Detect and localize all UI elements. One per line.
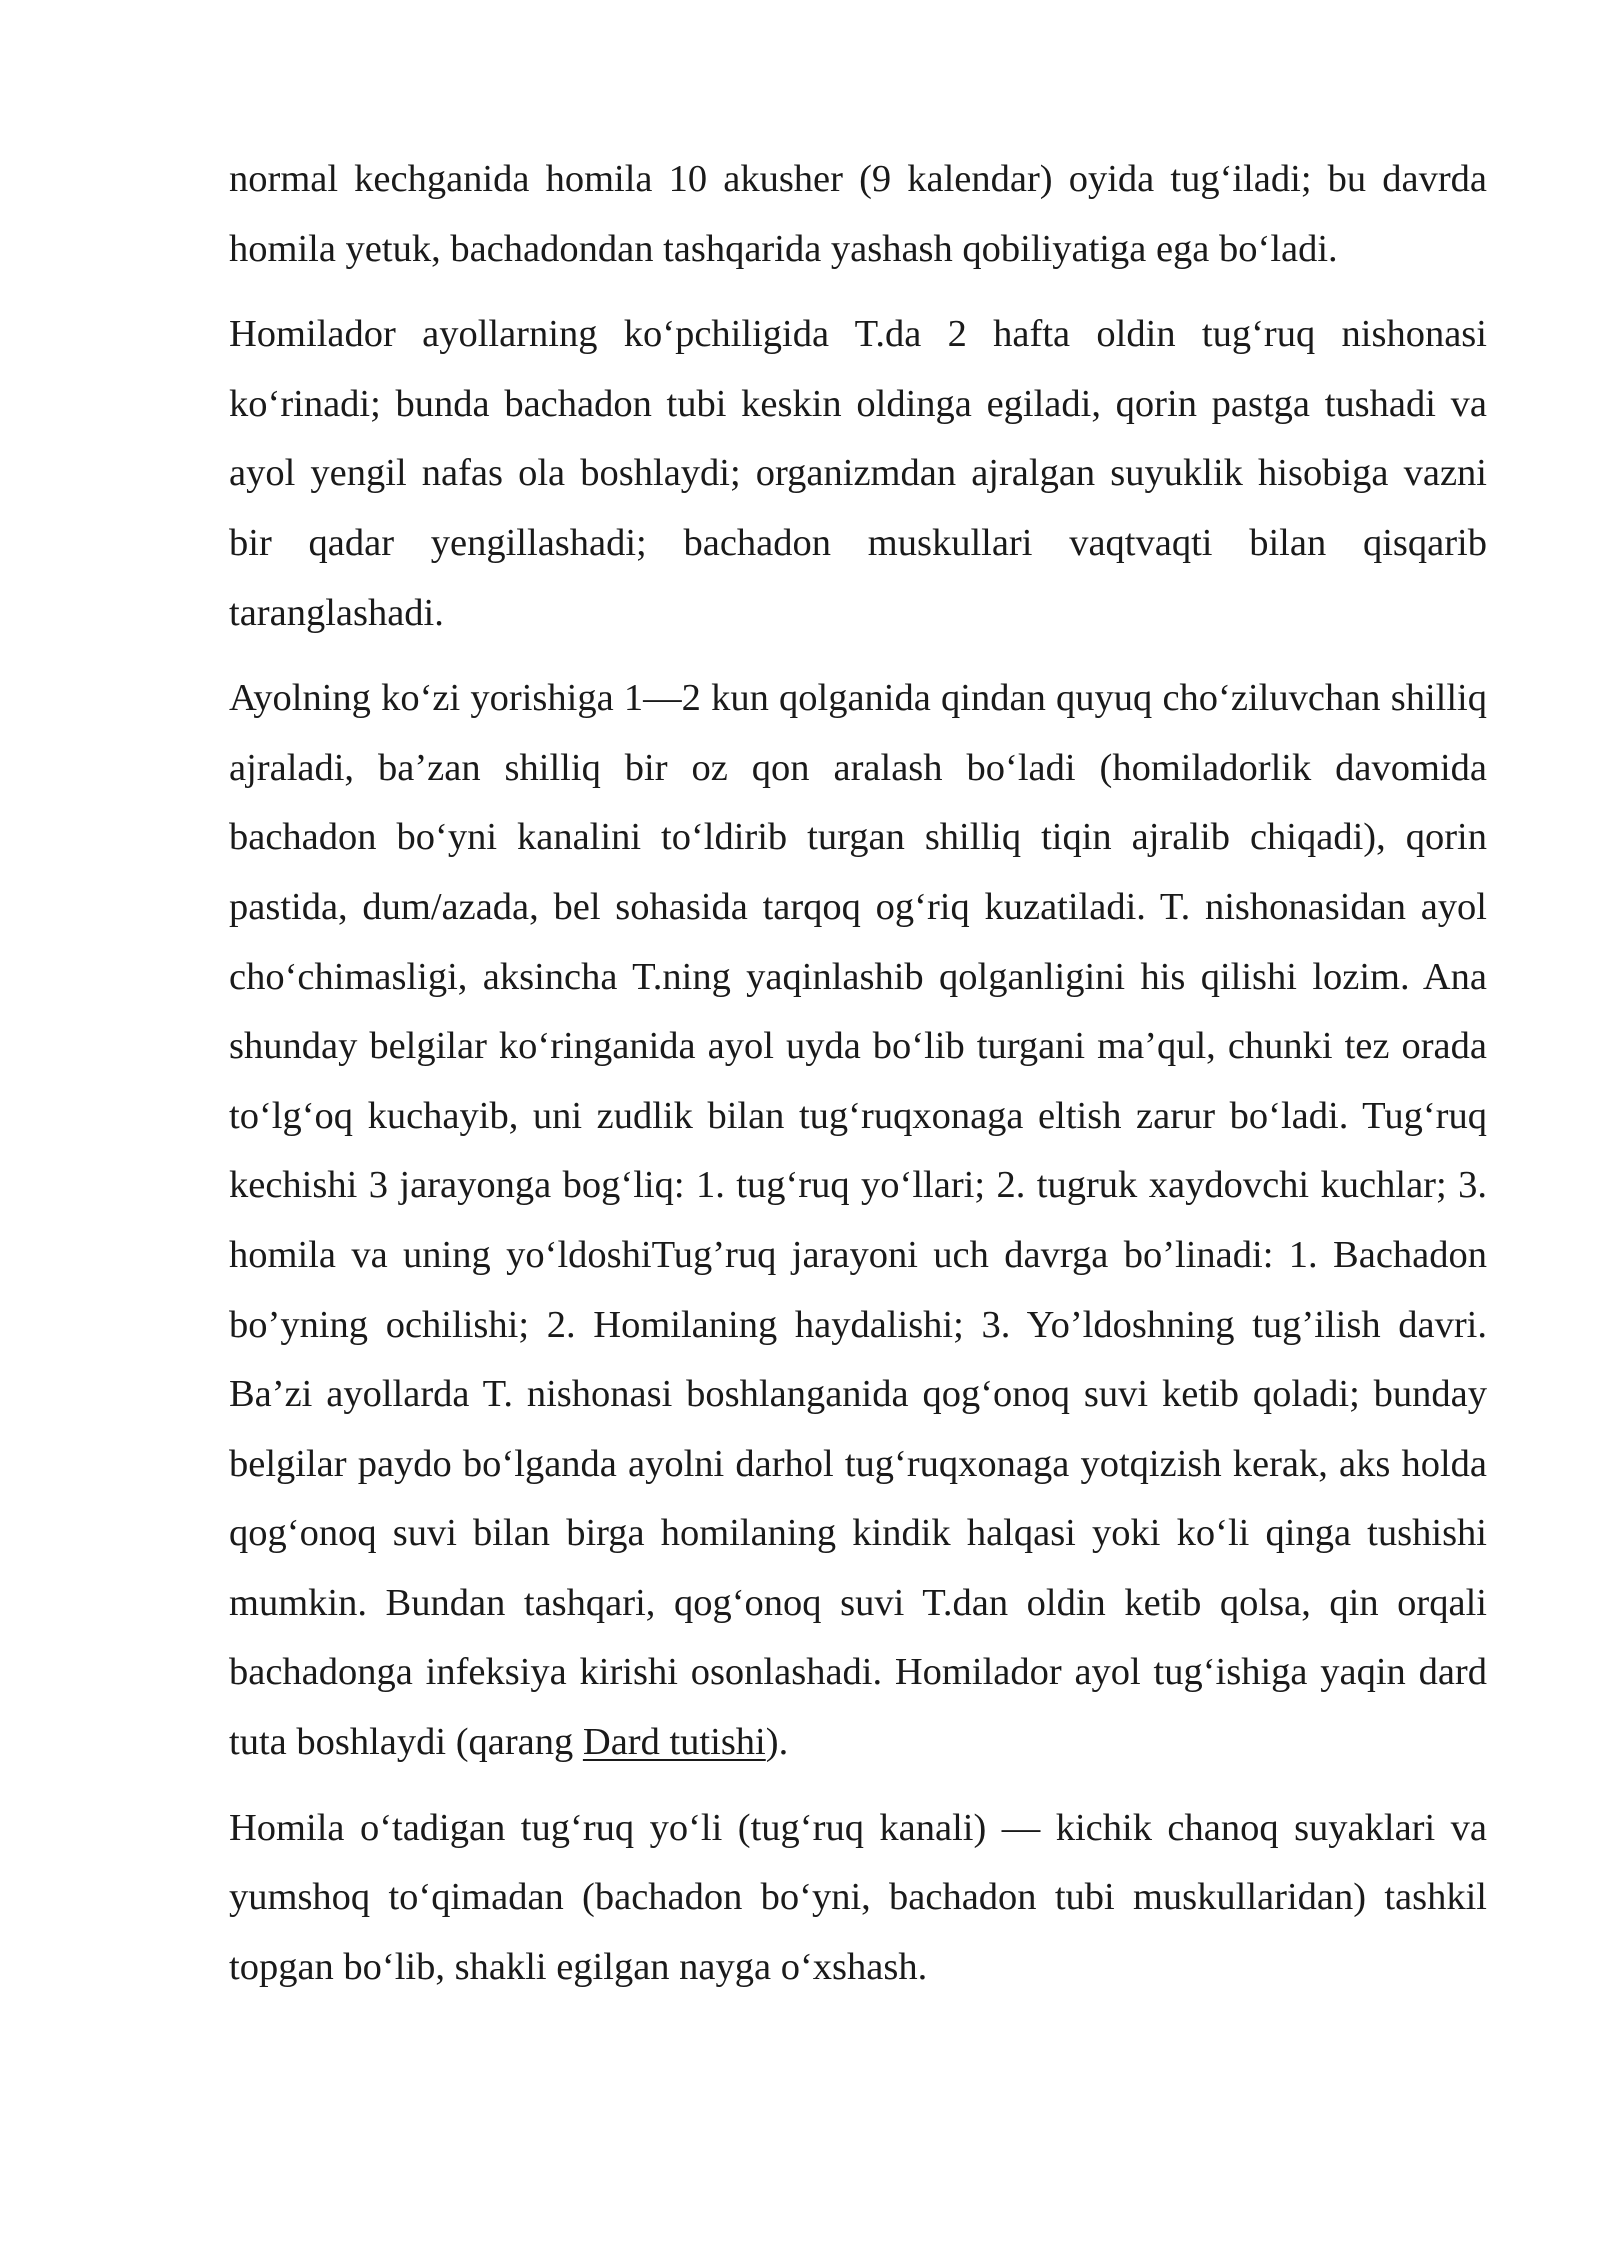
paragraph-3-text-end: ).	[765, 1721, 789, 1764]
document-body	[229, 145, 1487, 2018]
paragraph-1: normal kechganida homila 10 akusher (9 kalendar) oyida tug‘iladi; bu davrda homila yetuk, bachadondan tashqarida yashash qobiliyatiga ega bo‘ladi.	[229, 158, 1487, 270]
paragraph-3	[229, 664, 1487, 1778]
paragraph-3-text: Ayolning ko‘zi yorishiga 1—2 kun qolganida qindan quyuq cho‘ziluvchan shilliq ajraladi, ba’zan shilliq bir oz qon aralash bo‘ladi (homiladorlik davomida bachadon bo‘yni kanalini to‘ldirib turgan shilliq tiqin ajralib chiqadi), qorin pastida, dum/azada, bel sohasida tarqoq og‘riq kuzatiladi. T. nishonasidan ayol cho‘chimasligi, aksincha T.ning yaqinlashib qolganligini his qilishi lozim. Ana shunday belgilar ko‘ringanida ayol uyda bo‘lib turgani ma’qul, chunki tez orada to‘lg‘oq kuchayib, uni zudlik bilan tug‘ruqxonaga eltish zarur bo‘ladi. Tug‘ruq kechishi 3 jarayonga bog‘liq: 1. tug‘ruq yo‘llari; 2. tugruk xaydovchi kuchlar; 3. homila va uning yo‘ldoshiTug’ruq jarayoni uch davrga bo’linadi: 1. Bachadon bo’yning ochilishi; 2. Homilaning haydalishi; 3. Yo’ldoshning tug’ilish davri. Ba’zi ayollarda T. nishonasi boshlanganida qog‘onoq suvi ketib qoladi; bunday belgilar paydo bo‘lganda ayolni darhol tug‘ruqxonaga yotqizish kerak, aks holda qog‘onoq suvi bilan birga homilaning kindik halqasi yoki ko‘li qinga tushishi mumkin. Bundan tashqari, qog‘onoq suvi T.dan oldin ketib qolsa, qin orqali bachadonga infeksiya kirishi osonlashadi. Homilador ayol tug‘ishiga yaqin dard tuta boshlaydi (qarang	[229, 677, 1487, 1764]
paragraph-4: Homila o‘tadigan tug‘ruq yo‘li (tug‘ruq kanali) — kichik chanoq suyaklari va yumshoq to‘qimadan (bachadon bo‘yni, bachadon tubi muskullaridan) tashkil topgan bo‘lib, shakli egilgan nayga o‘xshash.	[229, 1806, 1487, 1988]
paragraph-2: Homilador ayollarning ko‘pchiligida T.da 2 hafta oldin tug‘ruq nishonasi ko‘rinadi; bunda bachadon tubi keskin oldinga egiladi, qorin pastga tushadi va ayol yengil nafas ola boshlaydi; organizmdan ajralgan suyuklik hisobiga vazni bir qadar yengillashadi; bachadon muskullari vaqtvaqti bilan qisqarib taranglashadi.	[229, 313, 1487, 634]
dard-tutishi-link[interactable]: Dard tutishi	[582, 1721, 766, 1764]
